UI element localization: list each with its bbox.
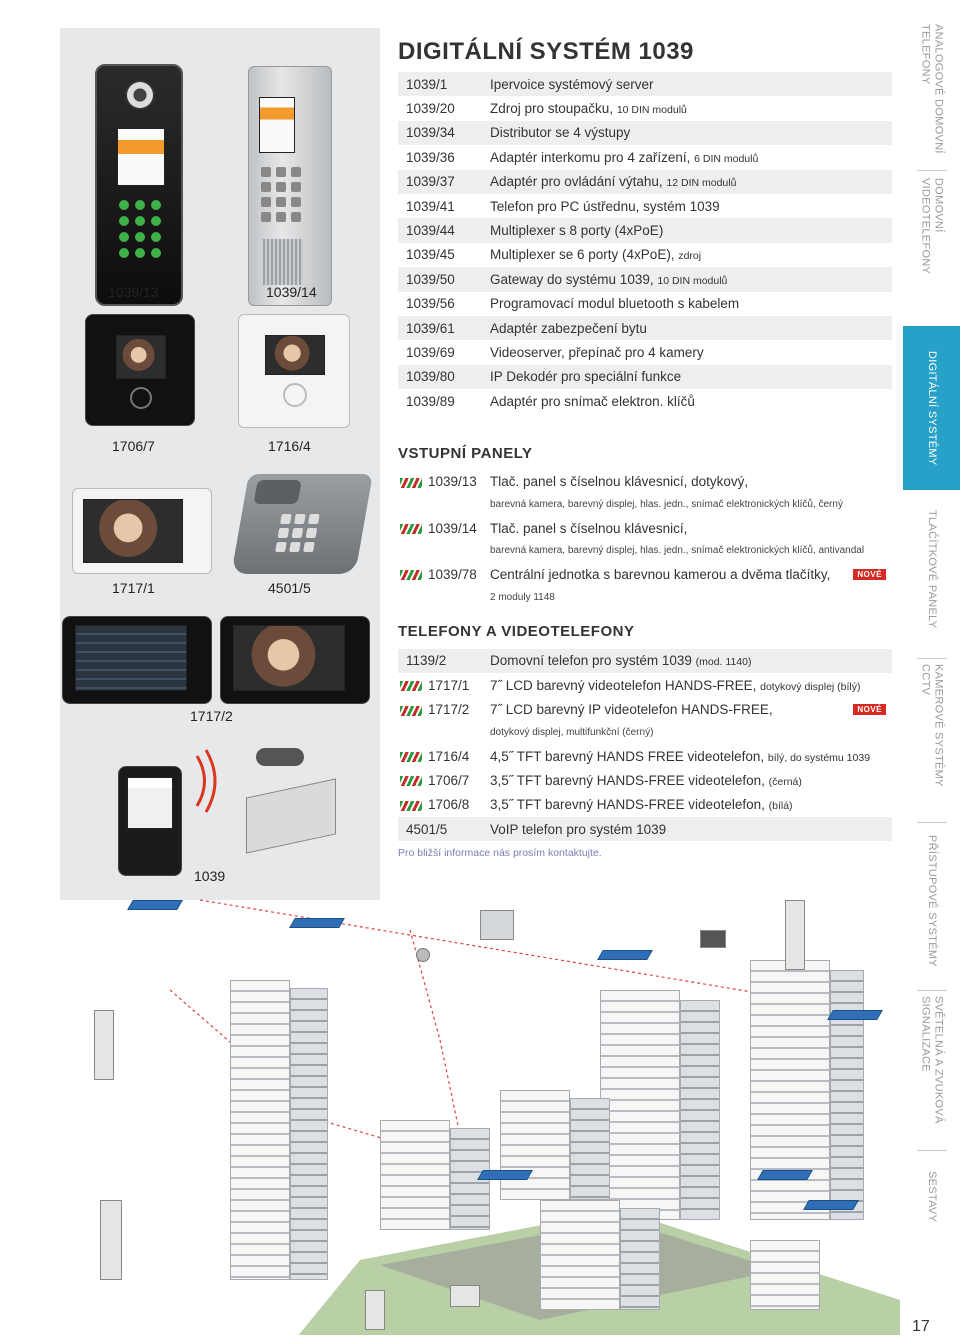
item-code: 1717/2: [428, 702, 470, 718]
item-code: 1039/56: [406, 296, 455, 312]
list-item: [398, 649, 892, 673]
list-item: [398, 72, 892, 96]
list-item: [398, 121, 892, 145]
caption-1039: 1039: [194, 868, 226, 884]
list-item: [398, 744, 892, 768]
entry-panel-device: [785, 900, 805, 970]
item-description: [490, 702, 853, 717]
network-switch-icon: [827, 1010, 883, 1020]
item-description: [490, 797, 892, 812]
video-screen: [116, 335, 166, 379]
item-code-cell: [398, 678, 490, 693]
caption-1039-13: 1039/13: [108, 284, 159, 300]
sidebar-item-label: SESTAVY: [926, 1171, 938, 1223]
item-code-cell: [398, 773, 490, 788]
list-item: [398, 562, 892, 586]
list-item: [398, 96, 892, 120]
tower-building-right-1: [600, 990, 680, 1220]
sidebar-divider: [917, 1150, 947, 1151]
entry-panel-device: [365, 1290, 385, 1330]
entry-panel-1039-14-image: [248, 66, 332, 306]
pc-device: [480, 910, 514, 940]
list-item: [398, 817, 892, 841]
item-description-text: Multiplexer se 6 porty (4xPoE),: [490, 247, 675, 263]
italian-flag-icon: [400, 570, 422, 580]
display-screen: [259, 97, 295, 153]
din-module-icon: [246, 778, 336, 853]
system-components-list: [398, 72, 892, 413]
list-item: [398, 243, 892, 267]
list-item: [398, 170, 892, 194]
monitor-device: [450, 1285, 480, 1307]
sidebar-item-label: PŘÍSTUPOVÉ SYSTÉMY: [926, 835, 938, 967]
item-description: [490, 77, 892, 92]
cctv-camera-icon: [416, 948, 430, 962]
contact-note: Pro bližší informace nás prosím kontaktujte.: [398, 847, 602, 860]
item-description: [490, 247, 892, 262]
item-description-text: Adaptér interkomu pro 4 zařízení,: [490, 149, 691, 165]
item-detail: 12 DIN modulů: [666, 177, 737, 190]
tower-building-right-2: [750, 960, 830, 1220]
nav-button-icon: [283, 383, 307, 407]
display-screen: [117, 128, 165, 186]
sidebar-item-access-systems[interactable]: [903, 830, 960, 972]
keypad-icon: [119, 200, 161, 258]
item-code-cell: [398, 822, 490, 837]
item-description-text: Videoserver, přepínač pro 4 kamery: [490, 344, 704, 360]
item-description-text: Zdroj pro stoupačku,: [490, 101, 614, 117]
video-screen: [265, 335, 325, 375]
item-description: [490, 749, 892, 764]
apartment-block-2: [500, 1090, 570, 1200]
item-code: 1039/34: [406, 125, 455, 141]
entry-panels-heading: VSTUPNÍ PANELY: [398, 445, 533, 463]
dongle-icon: [256, 748, 304, 766]
sidebar-divider: [917, 658, 947, 659]
sidebar-item-analog-phones[interactable]: [903, 24, 960, 164]
network-switch-icon: [597, 950, 653, 960]
item-description: [490, 653, 892, 668]
item-description: [490, 773, 892, 788]
item-description: Tlač. panel s číselnou klávesnicí, dotykový,: [490, 474, 749, 490]
item-code: 1039/14: [428, 520, 477, 536]
apartment-block-3-side: [620, 1208, 660, 1310]
sidebar-item-light-sound-signalling[interactable]: [903, 996, 960, 1142]
italian-flag-icon: [400, 478, 422, 488]
item-description: [490, 296, 892, 311]
apartment-block-4: [750, 1240, 820, 1310]
entry-panels-list: [398, 469, 892, 608]
caption-1706-7: 1706/7: [112, 438, 155, 454]
item-code: 1039/44: [406, 223, 455, 239]
item-description: [490, 394, 892, 409]
item-detail: dotykový displej (bílý): [760, 680, 861, 693]
item-code-cell: [398, 797, 490, 812]
sidebar-item-label: DIGITÁLNÍ SYSTÉMY: [926, 350, 938, 466]
item-code: 1039/50: [406, 271, 455, 287]
phones-list: [398, 649, 892, 842]
item-code: 1039/13: [428, 474, 477, 490]
sidebar-item-videophones[interactable]: [903, 178, 960, 310]
item-description-text: Domovní telefon pro systém 1039: [490, 653, 692, 669]
network-switch-icon: [477, 1170, 533, 1180]
keypad-icon: [261, 167, 301, 222]
item-description-text: Adaptér pro ovládání výtahu,: [490, 174, 663, 190]
sidebar-item-kits[interactable]: [903, 1162, 960, 1232]
item-code: 1039/20: [406, 101, 455, 117]
item-code: 1039/1: [406, 76, 448, 92]
item-detail: bílý, do systému 1039: [767, 751, 871, 764]
item-description-text: Adaptér zabezpečení bytu: [490, 320, 647, 336]
caption-1039-14: 1039/14: [266, 284, 317, 300]
item-code: 1039/37: [406, 174, 455, 190]
item-description: Tlač. panel s číselnou klávesnicí,: [490, 520, 688, 536]
videophone-1706-7-image: [85, 314, 195, 426]
item-description-text: Gateway do systému 1039,: [490, 271, 654, 287]
item-code-cell: [398, 702, 490, 717]
list-item: [398, 389, 892, 413]
italian-flag-icon: [400, 524, 422, 534]
item-subtext: dotykový displej, multifunkční (černý): [490, 726, 654, 738]
item-description-text: VoIP telefon pro systém 1039: [490, 821, 667, 837]
handset-icon: [254, 480, 302, 504]
list-item: [398, 267, 892, 291]
sidebar-divider: [917, 170, 947, 171]
item-description: [490, 321, 892, 336]
entry-panel-device: [100, 1200, 122, 1280]
sidebar-divider: [917, 822, 947, 823]
item-description: [490, 125, 892, 140]
list-item: [398, 469, 892, 493]
item-description: [490, 369, 892, 384]
item-description: [490, 223, 892, 238]
italian-flag-icon: [400, 752, 422, 762]
item-code: 1039/89: [406, 393, 455, 409]
sidebar-item-cctv[interactable]: [903, 664, 960, 796]
item-code-cell: [398, 521, 490, 536]
list-item: [398, 365, 892, 389]
list-item: [398, 697, 892, 721]
italian-flag-icon: [400, 801, 422, 811]
sidebar-item-label: KAMEROVÉ SYSTÉMY CCTV: [919, 664, 945, 787]
item-description: [490, 101, 892, 116]
list-item: [398, 218, 892, 242]
item-description-text: Ipervoice systémový server: [490, 76, 654, 92]
nav-button-icon: [130, 387, 152, 409]
list-item: [398, 516, 892, 540]
item-detail: zdroj: [678, 250, 702, 263]
tower-building-left: [230, 980, 290, 1280]
new-badge: NOVÉ: [853, 704, 886, 715]
item-description-text: IP Dekodér pro speciální funkce: [490, 369, 682, 385]
wireless-signal-icon: [192, 746, 222, 816]
category-sidebar: [903, 0, 960, 1310]
item-description: [490, 272, 892, 287]
building-network-illustration: [60, 870, 900, 1335]
network-switch-icon: [757, 1170, 813, 1180]
item-code-cell: [398, 653, 490, 668]
item-code: 1039/80: [406, 369, 455, 385]
item-detail: (mod. 1140): [695, 656, 752, 669]
item-subtext: barevná kamera, barevný displej, hlas. jedn., snímač elektronických klíčů, černý: [490, 498, 843, 510]
item-description-text: Telefon pro PC ústřednu, systém 1039: [490, 198, 720, 214]
item-description: [490, 345, 892, 360]
item-code: 1039/61: [406, 320, 455, 336]
item-subtext: barevná kamera, barevný displej, hlas. jedn., snímač elektronických klíčů, antivandal: [490, 545, 865, 557]
item-code: 4501/5: [406, 821, 448, 837]
smartphone-image: [118, 766, 182, 876]
item-detail: 10 DIN modulů: [657, 274, 728, 287]
item-code: 1706/8: [428, 797, 470, 813]
item-description-text: 4,5˝ TFT barevný HANDS FREE videotelefon,: [490, 748, 765, 764]
item-code: 1139/2: [406, 653, 447, 669]
list-item: [398, 145, 892, 169]
list-item: [398, 194, 892, 218]
item-detail: 6 DIN modulů: [694, 152, 759, 165]
item-description-text: Programovací modul bluetooth s kabelem: [490, 296, 740, 312]
keypad-icon: [275, 514, 320, 552]
product-image-panel: [60, 28, 380, 900]
phone-device: [700, 930, 726, 948]
videophone-1717-2-menu-image: [62, 616, 212, 704]
item-description-text: Distributor se 4 výstupy: [490, 125, 631, 141]
item-code: 1039/36: [406, 149, 455, 165]
apartment-block-1: [380, 1120, 450, 1230]
list-item: [398, 768, 892, 792]
sidebar-divider: [917, 990, 947, 991]
tower-building-right-2-side: [830, 970, 864, 1220]
network-switch-icon: [803, 1200, 859, 1210]
caption-1717-1: 1717/1: [112, 580, 155, 596]
sidebar-item-label: ANALOGOVÉ DOMOVNÍ TELEFONY: [919, 24, 945, 154]
caption-1716-4: 1716/4: [268, 438, 311, 454]
sidebar-item-label: TLAČÍTKOVÉ PANELY: [926, 509, 938, 629]
apartment-block-2-side: [570, 1098, 610, 1200]
item-code: 1716/4: [428, 748, 470, 764]
network-switch-icon: [289, 918, 345, 928]
page-number: 17: [912, 1318, 930, 1335]
item-description: Centrální jednotka s barevnou kamerou a dvěma tlačítky,: [490, 566, 831, 582]
item-description: [490, 174, 892, 189]
italian-flag-icon: [400, 706, 422, 716]
phones-heading: TELEFONY A VIDEOTELEFONY: [398, 622, 635, 640]
entry-panel-device: [94, 1010, 114, 1080]
sidebar-item-button-panels[interactable]: [903, 502, 960, 636]
video-screen: [83, 499, 183, 563]
voip-phone-4501-5-image: [231, 474, 373, 574]
italian-flag-icon: [400, 681, 422, 691]
page-title: DIGITÁLNÍ SYSTÉM 1039: [398, 38, 694, 65]
list-item: [398, 292, 892, 316]
videophone-1716-4-image: [238, 314, 350, 428]
bluetooth-module-1039-image: [236, 748, 356, 858]
sidebar-item-digital-systems[interactable]: [903, 326, 960, 490]
list-item: [398, 316, 892, 340]
item-description: [490, 150, 892, 165]
tower-building-left-side: [290, 988, 328, 1280]
item-detail: (černá): [768, 775, 802, 788]
caption-4501-5: 4501/5: [268, 580, 311, 596]
camera-lens-icon: [125, 80, 155, 110]
item-code-cell: [398, 474, 490, 489]
list-item: [398, 673, 892, 697]
new-badge: NOVÉ: [853, 569, 886, 580]
product-list-section: [398, 38, 892, 859]
videophone-1717-2-video-image: [220, 616, 370, 704]
item-detail: 10 DIN modulů: [616, 104, 687, 117]
item-code: 1039/41: [406, 198, 455, 214]
item-description: [490, 199, 892, 214]
caption-1717-2: 1717/2: [190, 708, 233, 724]
item-code-cell: [398, 749, 490, 764]
phone-screen: [127, 777, 173, 829]
list-item: [398, 793, 892, 817]
speaker-grille-icon: [263, 239, 303, 285]
item-code: 1717/1: [428, 677, 470, 693]
item-description: [490, 678, 892, 693]
item-subtext: 2 moduly 1148: [490, 591, 555, 603]
item-description-text: 7˝ LCD barevný IP videotelefon HANDS-FREE,: [490, 702, 773, 718]
item-description-text: 3,5˝ TFT barevný HANDS-FREE videotelefon,: [490, 797, 765, 813]
item-description-text: Multiplexer s 8 porty (4xPoE): [490, 223, 664, 239]
list-item: [398, 340, 892, 364]
italian-flag-icon: [400, 776, 422, 786]
item-code-cell: [398, 567, 490, 582]
sidebar-item-label: DOMOVNÍ VIDEOTELEFONY: [919, 178, 945, 275]
apartment-block-3: [540, 1200, 620, 1310]
network-switch-icon: [127, 900, 183, 910]
menu-screen: [75, 625, 187, 691]
tower-building-right-1-side: [680, 1000, 720, 1220]
item-code: 1706/7: [428, 772, 470, 788]
videophone-1717-1-image: [72, 488, 212, 574]
item-detail: (bílá): [768, 800, 793, 813]
item-description-text: 3,5˝ TFT barevný HANDS-FREE videotelefon,: [490, 772, 765, 788]
video-screen: [233, 625, 345, 691]
sidebar-item-label: SVĚTELNÁ A ZVUKOVÁ SIGNALIZACE: [919, 996, 945, 1124]
item-description-text: 7˝ LCD barevný videotelefon HANDS-FREE,: [490, 677, 757, 693]
item-description: [490, 822, 892, 837]
item-code: 1039/45: [406, 247, 455, 263]
entry-panel-1039-13-image: [95, 64, 183, 306]
item-code: 1039/69: [406, 344, 455, 360]
item-code: 1039/78: [428, 566, 477, 582]
item-description-text: Adaptér pro snímač elektron. klíčů: [490, 393, 695, 409]
